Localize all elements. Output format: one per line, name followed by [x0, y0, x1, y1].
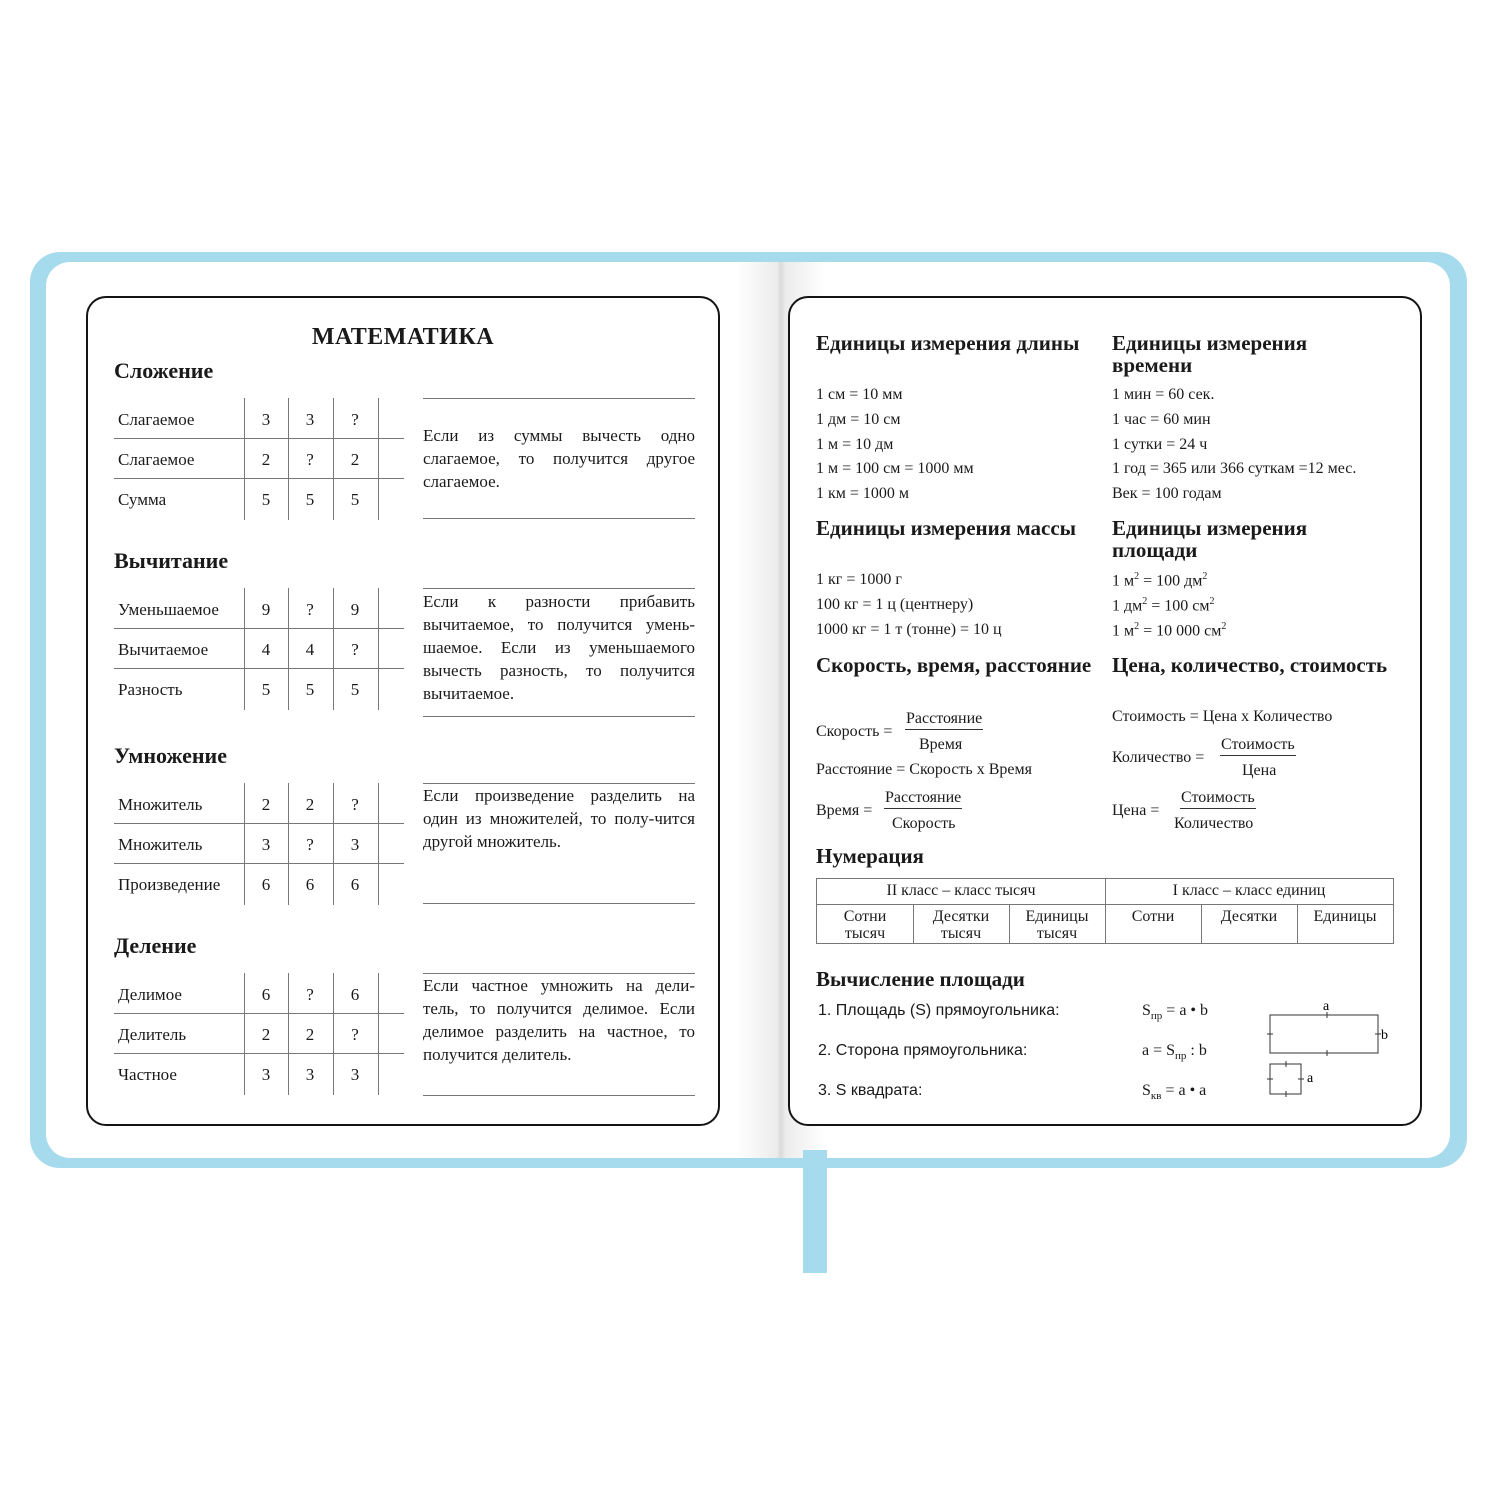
area-formula — [1142, 1082, 1206, 1102]
numeration-column — [1105, 908, 1201, 925]
cell-value: ? — [351, 795, 359, 814]
rule-text: Если из суммы вычесть одно слагаемое, то получится другое слагаемое. — [423, 426, 695, 491]
cost-formula: Стоимость = Цена х Количество — [1112, 708, 1333, 725]
cell-value: 3 — [261, 835, 271, 854]
numeration-table — [816, 878, 1394, 944]
quantity-formula-lhs: Количество = — [1112, 749, 1205, 766]
column-label: Единицы — [1313, 908, 1377, 925]
unit-text: = 100 дм — [1139, 572, 1203, 590]
distance-formula: Расстояние = Скорость х Время — [816, 761, 1032, 778]
section-heading: Деление — [114, 933, 197, 958]
column-label: Десятки — [1220, 908, 1278, 925]
formula-text: S — [1142, 1002, 1151, 1019]
table-row — [114, 825, 404, 865]
table-row — [114, 670, 404, 710]
area-calc-item: 2. Сторона прямоугольника: — [818, 1042, 1028, 1059]
column-label: Единицы — [1025, 908, 1089, 925]
numeration-column — [1297, 908, 1393, 925]
formula-subscript: пр — [1150, 1010, 1163, 1023]
unit-line: 1 м = 10 дм — [816, 435, 894, 453]
table-row — [114, 630, 404, 670]
unit-text: = 10 000 см — [1139, 621, 1222, 639]
fraction-numerator: Расстояние — [884, 789, 962, 809]
numeration-column — [1201, 908, 1297, 925]
unit-text: 1 м — [1112, 621, 1135, 639]
row-label: Произведение — [118, 875, 221, 894]
cell-value: 5 — [350, 490, 360, 509]
unit-exponent: 2 — [1209, 595, 1215, 607]
table-row — [114, 440, 404, 480]
area-calc-item: 1. Площадь (S) прямоугольника: — [818, 1002, 1060, 1019]
unit-text: 1 дм — [1112, 597, 1143, 615]
rect-side-a-label: a — [1323, 999, 1330, 1014]
unit-line: 1 сутки = 24 ч — [1112, 435, 1208, 453]
speed-formula-lhs: Скорость = — [816, 723, 893, 740]
cell-value: 6 — [261, 875, 271, 894]
fraction-numerator: Расстояние — [905, 710, 983, 730]
section-heading: Вычитание — [114, 548, 229, 573]
row-label: Делитель — [118, 1025, 187, 1044]
cell-value: ? — [351, 410, 359, 429]
cell-value: 6 — [350, 985, 360, 1004]
paragraph-rule — [423, 588, 695, 589]
formula-text: = a • a — [1161, 1082, 1207, 1099]
bookmark-ribbon — [803, 1150, 827, 1273]
unit-exponent: 2 — [1202, 571, 1208, 582]
unit-exponent: 2 — [1134, 571, 1140, 582]
table-row — [114, 400, 404, 440]
unit-line — [1112, 571, 1207, 590]
area-units-heading: Единицы измерения площади — [1112, 516, 1308, 562]
fraction-denominator: Скорость — [892, 815, 956, 832]
unit-line — [1112, 621, 1226, 640]
time-formula-lhs: Время = — [816, 802, 873, 819]
table-row — [114, 975, 404, 1015]
cell-value: 2 — [261, 795, 271, 814]
cell-value: ? — [306, 600, 314, 619]
unit-line: 1 кг = 1000 г — [816, 571, 902, 588]
cell-value: 5 — [261, 490, 271, 509]
formula-text: : b — [1186, 1042, 1207, 1059]
rule-text: Если частное умножить на дели-тель, то получится делимое. Если делимое разделить на частное, то получится делитель. — [423, 976, 695, 1064]
unit-line: 1 м = 100 см = 1000 мм — [816, 460, 974, 478]
area-formula — [1142, 1002, 1208, 1022]
cell-value: 5 — [350, 680, 360, 699]
cell-value: 5 — [305, 680, 315, 699]
area-calc-heading: Вычисление площади — [816, 967, 1025, 991]
cell-value: 3 — [261, 1065, 271, 1084]
column-label: Десятки — [932, 908, 990, 925]
length-heading: Единицы измерения длины — [816, 331, 1080, 355]
area-calc-item: 3. S квадрата: — [818, 1082, 923, 1099]
cell-value: 6 — [305, 875, 315, 894]
row-label: Разность — [118, 680, 183, 699]
mass-heading: Единицы измерения массы — [816, 516, 1077, 540]
cell-value: 6 — [350, 875, 360, 894]
unit-line — [1112, 596, 1215, 615]
paragraph-rule — [423, 398, 695, 399]
numeration-column — [1009, 908, 1105, 942]
cell-value: 3 — [261, 410, 271, 429]
price-heading: Цена, количество, стоимость — [1112, 653, 1388, 677]
rule-text: Если произведение разделить на один из множителей, то полу-чится другой множитель. — [423, 786, 695, 851]
section-heading: Сложение — [114, 358, 214, 383]
paragraph-rule — [423, 903, 695, 904]
square-shape — [1270, 1064, 1301, 1094]
cell-value: ? — [306, 985, 314, 1004]
unit-line: 1 мин = 60 сек. — [1112, 386, 1215, 403]
fraction-numerator: Стоимость — [1220, 736, 1296, 756]
table-row — [114, 865, 404, 905]
formula-text: S — [1142, 1082, 1151, 1099]
cell-value: 3 — [305, 410, 315, 429]
cell-value: 2 — [261, 450, 271, 469]
unit-exponent: 2 — [1221, 620, 1227, 632]
table-row — [114, 590, 404, 630]
left-page-panel — [86, 296, 720, 1126]
area-formula — [1142, 1042, 1207, 1062]
row-label: Вычитаемое — [118, 640, 209, 659]
cell-value: 2 — [261, 1025, 271, 1044]
column-label: тысяч — [844, 925, 886, 942]
fraction-denominator: Цена — [1242, 762, 1277, 779]
unit-exponent: 2 — [1134, 620, 1140, 632]
speed-heading: Скорость, время, расстояние — [816, 653, 1092, 677]
cell-value: 3 — [350, 1065, 360, 1084]
square-side-label: a — [1307, 1071, 1314, 1086]
numeration-column — [913, 908, 1009, 942]
unit-exponent: 2 — [1142, 595, 1148, 607]
paragraph-rule — [423, 716, 695, 717]
right-page-panel — [788, 296, 1422, 1126]
rect-side-b-label: b — [1381, 1028, 1388, 1043]
unit-line: 1 дм = 10 см — [816, 410, 901, 428]
column-label: Сотни — [1131, 908, 1175, 925]
fraction-denominator: Время — [919, 736, 963, 753]
table-row — [114, 785, 404, 825]
cell-value: 2 — [305, 795, 315, 814]
fraction-numerator: Стоимость — [1180, 789, 1256, 809]
column-label: Сотни — [843, 908, 887, 925]
unit-text: 1 м — [1112, 572, 1135, 590]
column-label: тысяч — [1036, 925, 1078, 942]
table-row — [114, 480, 404, 520]
numeration-heading: Нумерация — [816, 844, 924, 868]
cell-value: 6 — [261, 985, 271, 1004]
cell-value: 2 — [350, 450, 360, 469]
unit-line: 1 год = 365 или 366 суткам =12 мес. — [1112, 460, 1357, 478]
row-label: Множитель — [118, 795, 203, 814]
cell-value: 3 — [305, 1065, 315, 1084]
cell-value: 4 — [305, 640, 315, 659]
table-row — [114, 1015, 404, 1055]
row-label: Слагаемое — [118, 410, 195, 429]
cell-value: 5 — [261, 680, 271, 699]
formula-subscript: пр — [1175, 1050, 1187, 1063]
cell-value: ? — [306, 835, 314, 854]
cell-value: 4 — [261, 640, 271, 659]
time-heading: Единицы измерения времени — [1112, 331, 1308, 377]
class-thousands: II класс – класс тысяч — [886, 882, 1036, 899]
section-heading: Умножение — [114, 743, 227, 768]
fraction-denominator: Количество — [1174, 815, 1254, 832]
unit-line: Век = 100 годам — [1112, 485, 1222, 503]
paragraph-rule — [423, 1095, 695, 1096]
cell-value: ? — [351, 640, 359, 659]
unit-line: 100 кг = 1 ц (центнеру) — [816, 595, 974, 613]
formula-text: = a • b — [1162, 1002, 1209, 1019]
unit-line: 1 час = 60 мин — [1112, 410, 1211, 428]
row-label: Частное — [118, 1065, 177, 1084]
paragraph-rule — [423, 518, 695, 519]
rectangle-shape — [1270, 1015, 1378, 1053]
row-label: Сумма — [118, 490, 167, 509]
page-title: МАТЕМАТИКА — [311, 324, 495, 350]
cell-value: 9 — [261, 600, 271, 619]
column-label: тысяч — [940, 925, 982, 942]
cell-value: ? — [306, 450, 314, 469]
cell-value: 3 — [350, 835, 360, 854]
row-label: Уменьшаемое — [118, 600, 219, 619]
rectangle-diagram — [1260, 996, 1400, 1106]
cell-value: 9 — [350, 600, 360, 619]
price-formula-lhs: Цена = — [1112, 802, 1160, 819]
unit-text: = 100 см — [1147, 597, 1210, 615]
cell-value: ? — [351, 1025, 359, 1044]
table-row — [114, 1055, 404, 1095]
rule-text: Если к разности прибавить вычитаемое, то получится умень-шаемое. Если из уменьшаемого вычесть разность, то получится вычитаемое. — [423, 592, 695, 703]
unit-line: 1 см = 10 мм — [816, 386, 903, 403]
unit-line: 1 км = 1000 м — [816, 485, 910, 503]
numeration-column — [817, 908, 913, 942]
formula-text: a = S — [1142, 1042, 1176, 1059]
unit-line: 1000 кг = 1 т (тонне) = 10 ц — [816, 620, 1002, 638]
class-units: I класс – класс единиц — [1172, 882, 1326, 899]
cell-value: 2 — [305, 1025, 315, 1044]
cell-value: 5 — [305, 490, 315, 509]
row-label: Делимое — [118, 985, 182, 1004]
row-label: Слагаемое — [118, 450, 195, 469]
row-label: Множитель — [118, 835, 203, 854]
formula-subscript: кв — [1150, 1090, 1162, 1103]
